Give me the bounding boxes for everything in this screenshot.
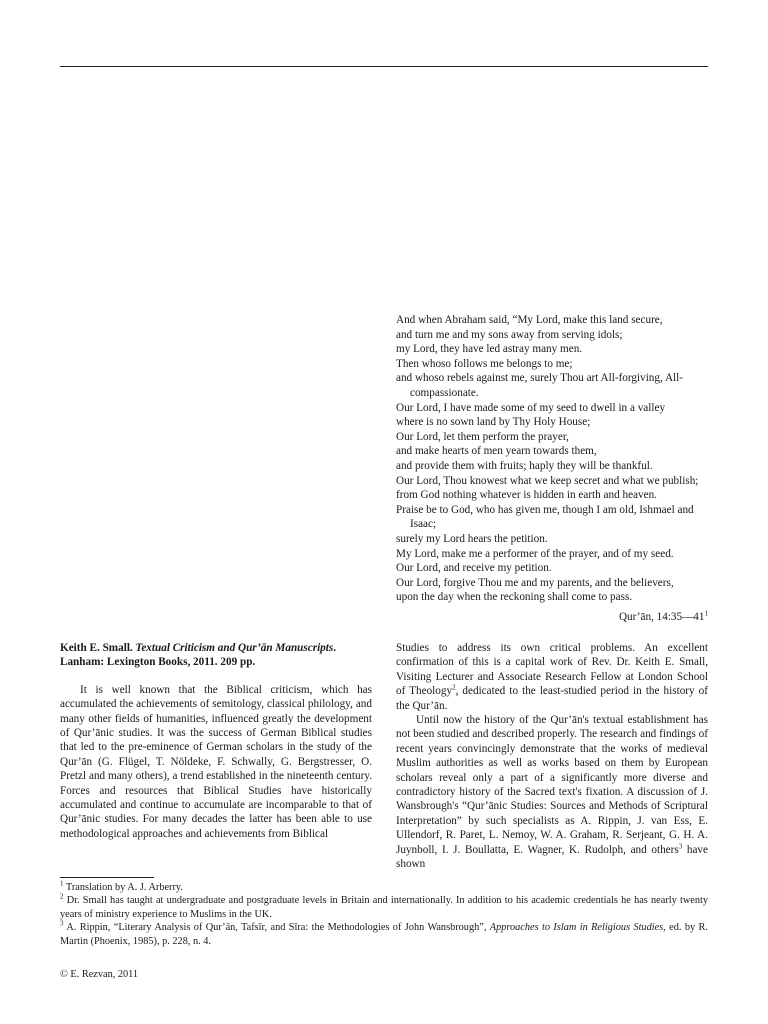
footnote-number: 3 [60, 919, 64, 928]
footnote-text: Dr. Small has taught at undergraduate and postgraduate levels in Britain and internationally. In addition to his academic credentials he has nearly twenty years of ministry experience to Muslims in the UK. [60, 895, 708, 920]
footnote-1 [60, 881, 708, 894]
citation-text: Qur’ān, 14:35—41 [618, 610, 705, 623]
verse-line: Our Lord, let them perform the prayer, [396, 430, 569, 443]
verse-line: and turn me and my sons away from serving idols; [396, 328, 623, 341]
verse-line: Our Lord, forgive Thou me and my parents, and the believers, [396, 576, 674, 589]
verse-list [396, 313, 708, 605]
paragraph-text: have shown [396, 843, 708, 871]
verse-line: and whoso rebels against me, surely Thou art All-forgiving, All-compassionate. [396, 372, 683, 399]
review-publication: . Lanham: Lexington Books, 2011. 209 pp. [60, 642, 337, 669]
verse-line: Our Lord, Thou knowest what we keep secret and what we publish; [396, 474, 699, 487]
footnote-rule [60, 877, 154, 878]
right-column [396, 641, 708, 872]
footnote-number: 1 [60, 879, 64, 888]
review-author: Keith E. Small. [60, 642, 133, 654]
verse-line: from God nothing whatever is hidden in earth and heaven. [396, 489, 657, 502]
verse-line: Then whoso follows me belongs to me; [396, 357, 573, 370]
verse-line: Our Lord, and receive my petition. [396, 562, 552, 575]
review-heading [60, 641, 372, 670]
epigraph [396, 313, 708, 624]
citation-footnote-marker: 1 [704, 609, 708, 618]
verse-line: and provide them with fruits; haply they will be thankful. [396, 459, 653, 472]
footnote-text: Translation by A. J. Arberry. [63, 882, 183, 893]
paragraph-text: , dedicated to the least-studied period in the history of the Qur’ān. [396, 685, 708, 712]
footnote-text: A. Rippin, “Literary Analysis of Qur’ān, Tafsīr, and Sīra: the Methodologies of John Wansbrough”, [63, 922, 490, 934]
verse-line: And when Abraham said, “My Lord, make this land secure, [396, 314, 663, 326]
verse-line: My Lord, make me a performer of the prayer, and of my seed. [396, 547, 674, 560]
paragraph-text: Until now the history of the Qur’ān's textual establishment has not been studied and described properly. The research and findings of recent years convincingly demonstrate that the works of medieval Muslim authorities as well as works based on them by European scholars reveal only a part of a significantly more diverse and contradictory history of the Sacred text's fixation. A discussion of J. Wansbrough's “Qur’ānic Studies: Sources and Methods of Scriptural Interpretation” by such specialists as A. Rippin, J. van Ess, E. Ullendorf, R. Paret, L. Nemoy, W. A. Graham, R. Serjeant, G. H. A. Juynboll, I. J. Boullatta, E. Wagner, K. Rudolph, and others [396, 714, 708, 856]
body-paragraph [396, 713, 708, 871]
copyright-notice: © E. Rezvan, 2011 [60, 969, 139, 980]
footnote-marker-3: 3 [678, 841, 683, 850]
body-paragraph: It is well known that the Biblical criticism, which has accumulated the achievements of semitology, classical philology, and many other fields of humanities, influenced greatly the development of Qur’ānic studies. It was the success of German Biblical studies that led to the pre-eminence of German scholars in the study of the Qur’ān (G. Flügel, T. Nöldeke, F. Schwally, G. Bergstresser, O. Pretzl and many others), a trend established in the nineteenth century. Forces and resources that Biblical Studies have historically accumulated and continue to accumulate are incomparable to that of Qur’ānic studies. For many decades the latter has been able to use methodological approaches and achievements from Biblical [60, 683, 372, 840]
footnote-number: 2 [60, 892, 64, 901]
paragraph-text: Studies to address its own critical problems. An excellent confirmation of this is a capital work of Rev. Dr. Keith E. Small, Visiting Lecturer and Associate Research Fellow at London School of Theology [396, 642, 708, 698]
footnotes [60, 881, 708, 948]
verse-line: Praise be to God, who has given me, though I am old, Ishmael and Isaac; [396, 503, 694, 531]
review-book-title: Textual Criticism and Qur’ān Manuscripts [135, 642, 334, 654]
header-rule [60, 66, 708, 67]
footnote-2 [60, 894, 708, 921]
body-paragraph-continued [396, 641, 708, 713]
footnote-text: , ed. by R. Martin (Phoenix, 1985), p. 228, n. 4. [60, 922, 708, 947]
epigraph-citation [396, 610, 708, 625]
footnote-italic-title: Approaches to Islam in Religious Studies [489, 922, 664, 934]
verse-line: upon the day when the reckoning shall come to pass. [396, 591, 633, 604]
verse-line: where is no sown land by Thy Holy House; [396, 416, 591, 429]
verse-line: my Lord, they have led astray many men. [396, 343, 583, 356]
verse-line: surely my Lord hears the petition. [396, 532, 548, 545]
verse-line: Our Lord, I have made some of my seed to dwell in a valley [396, 401, 666, 414]
footnote-3 [60, 921, 708, 948]
left-column [60, 641, 372, 841]
verse-line: and make hearts of men yearn towards them, [396, 445, 597, 458]
footnote-marker-2: 2 [452, 683, 456, 692]
